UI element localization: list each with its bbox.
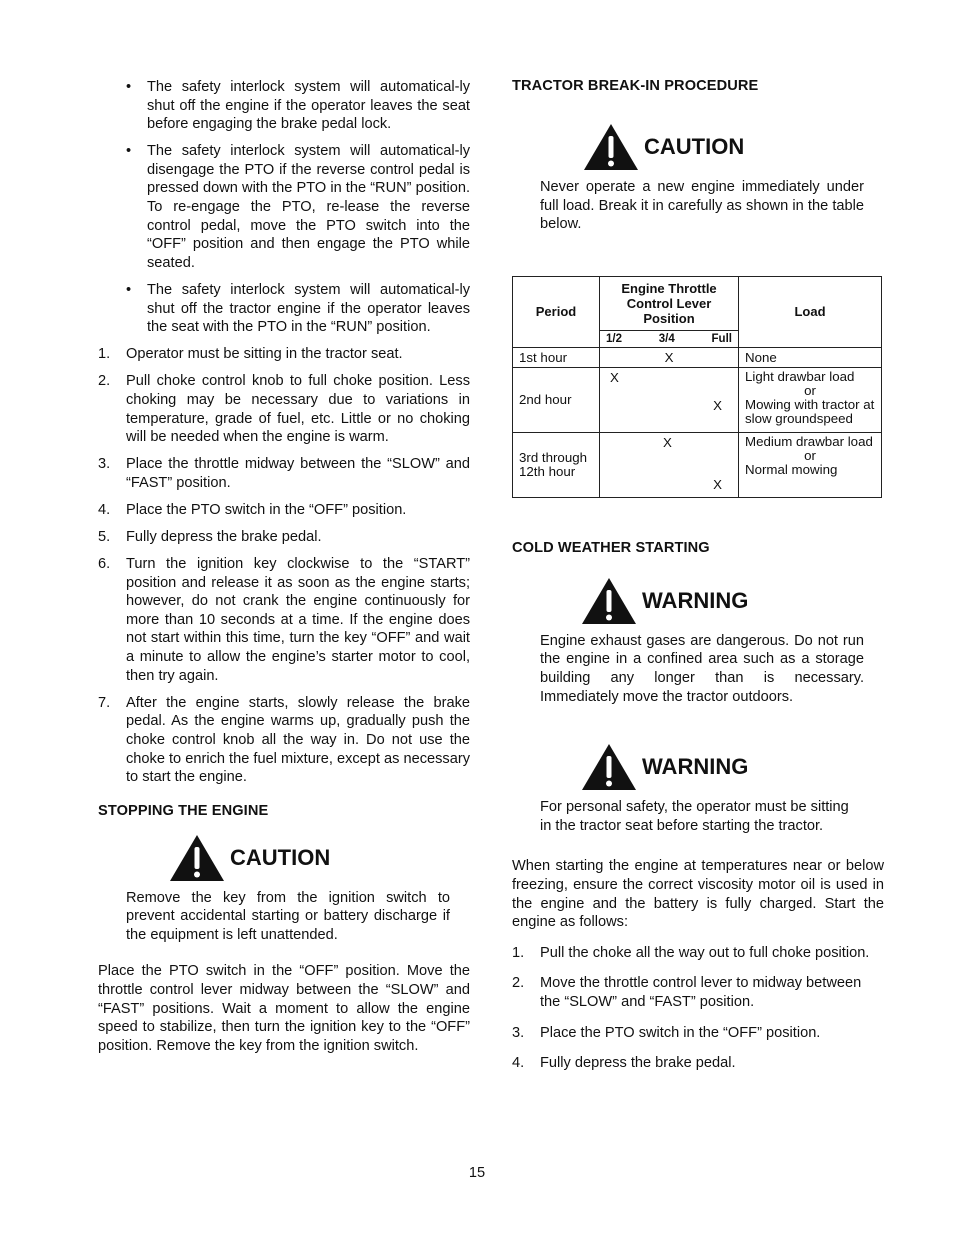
- table-row: [513, 347, 882, 367]
- throttle-subheader: [600, 330, 739, 347]
- starting-steps-list: [98, 345, 470, 786]
- step-item: 3. Place the PTO switch in the “OFF” position.: [512, 1024, 821, 1041]
- exhaust-warning-header: [580, 576, 884, 626]
- sub-three-quarter: 3/4: [658, 332, 675, 345]
- load-cell: Light drawbar load or Mowing with tractor at slow groundspeed: [739, 367, 882, 432]
- breakin-caution-text: Never operate a new engine immediately under full load. Break it in carefully as shown in the table below.: [540, 179, 864, 233]
- load-header: Load: [739, 276, 882, 347]
- interlock-bullet-list: [126, 78, 470, 337]
- right-column: [512, 78, 884, 1081]
- step-item: 6. Turn the ignition key clockwise to the “START” position and release it as soon as the engine starts; however, do not crank the engine continuously for more than 10 seconds at a time. If the engine does not start within this time, turn the key “OFF” and wait a minute to allow the engine’s starter motor to cool, then try again.: [98, 556, 470, 684]
- throttle-cell: [600, 432, 739, 497]
- stopping-paragraph: Place the PTO switch in the “OFF” position. Move the throttle control lever midway between the “SLOW” and “FAST” positions. Wait a moment to allow the engine speed to stabilize, then turn the ignition key to the “OFF” position. Remove the key from the ignition switch.: [98, 963, 470, 1054]
- breakin-caution-header: [582, 122, 884, 172]
- table-header-row: [513, 276, 882, 330]
- period-cell: 1st hour: [513, 347, 600, 367]
- stopping-heading: STOPPING THE ENGINE: [98, 802, 269, 819]
- cold-start-steps-list: [512, 944, 884, 1073]
- exhaust-warning-text: Engine exhaust gases are dangerous. Do not run the engine in a confined area such as a storage building any longer than is necessary. Immediately move the tractor outdoors.: [540, 632, 864, 705]
- table-row: [513, 367, 882, 432]
- bullet-item: • The safety interlock system will automatical-ly shut off the engine if the operator leaves the seat before engaging the brake pedal lock.: [126, 79, 470, 133]
- sub-full: Full: [711, 332, 732, 345]
- mark-three-quarter: X: [664, 349, 674, 365]
- period-cell: 3rd through 12th hour: [513, 432, 600, 497]
- step-item: 5. Fully depress the brake pedal.: [98, 528, 322, 545]
- load-cell: None: [739, 347, 882, 367]
- seat-warning-header: [580, 742, 884, 792]
- left-column: [98, 78, 470, 1055]
- bullet-dot: •: [126, 281, 132, 298]
- breakin-heading: TRACTOR BREAK-IN PROCEDURE: [512, 78, 759, 94]
- step-item: 1. Operator must be sitting in the tractor seat.: [98, 346, 403, 363]
- caution-label: CAUTION: [644, 134, 745, 159]
- warning-triangle-icon: [580, 742, 638, 792]
- warning-triangle-icon: [580, 576, 638, 626]
- mark-full: X: [713, 397, 722, 413]
- cold-weather-heading: COLD WEATHER STARTING: [512, 539, 710, 556]
- step-item: 7. After the engine starts, slowly release the brake pedal. As the engine warms up, gradually push the choke control knob all the way in. Do not use the choke to enrich the fuel mixture, except as necessary to start the engine.: [98, 694, 470, 786]
- sub-half: 1/2: [606, 332, 622, 345]
- seat-warning-text: For personal safety, the operator must be sitting in the tractor seat before starting the tractor.: [540, 799, 849, 834]
- throttle-cell: [600, 347, 739, 367]
- bullet-item: • The safety interlock system will automatical-ly disengage the PTO if the reverse control pedal is pressed down with the PTO in the “RUN” position. To re-engage the PTO, re-lease the reverse control pedal, move the PTO switch into the “OFF” position and then engage the PTO while seated.: [126, 143, 470, 271]
- mark-three-quarter: X: [663, 434, 672, 450]
- step-item: 2. Pull choke control knob to full choke position. Less choking may be necessary due to variations in temperature, grade of fuel, etc. Little or no choking will be needed when the engine is warm.: [98, 373, 470, 446]
- caution-triangle-icon: [582, 122, 640, 172]
- step-item: 1. Pull the choke all the way out to full choke position.: [512, 944, 870, 961]
- step-item: 4. Fully depress the brake pedal.: [512, 1055, 736, 1072]
- throttle-header: Engine Throttle Control Lever Position: [600, 276, 739, 330]
- throttle-cell: [600, 367, 739, 432]
- mark-full: X: [713, 476, 722, 492]
- period-header: Period: [513, 276, 600, 347]
- step-item: 2. Move the throttle control lever to midway between the “SLOW” and “FAST” position.: [512, 975, 862, 1010]
- mark-half: X: [610, 369, 619, 385]
- bullet-dot: •: [126, 143, 132, 160]
- breakin-table: [512, 276, 882, 498]
- stopping-caution-text: Remove the key from the ignition switch to prevent accidental starting or battery discharge if the equipment is left unattended.: [126, 889, 450, 943]
- warning-label: WARNING: [642, 587, 749, 613]
- bullet-dot: •: [126, 79, 132, 95]
- caution-label: CAUTION: [230, 844, 331, 870]
- caution-triangle-icon: [168, 833, 226, 883]
- table-row: [513, 432, 882, 497]
- page-number: 15: [468, 1165, 486, 1181]
- step-item: 4. Place the PTO switch in the “OFF” position.: [98, 501, 407, 518]
- warning-label: WARNING: [642, 754, 749, 780]
- cold-weather-paragraph: When starting the engine at temperatures near or below freezing, ensure the correct viscosity motor oil is used in the engine and the battery is fully charged. Start the engine as follows:: [512, 858, 884, 931]
- bullet-item: • The safety interlock system will automatical-ly shut off the tractor engine if the operator leaves the seat with the PTO in the “RUN” position.: [126, 281, 470, 336]
- load-cell: Medium drawbar load or Normal mowing: [739, 432, 882, 497]
- step-item: 3. Place the throttle midway between the “SLOW” and “FAST” position.: [98, 456, 470, 491]
- stopping-caution-header: [168, 833, 470, 883]
- period-cell: 2nd hour: [513, 367, 600, 432]
